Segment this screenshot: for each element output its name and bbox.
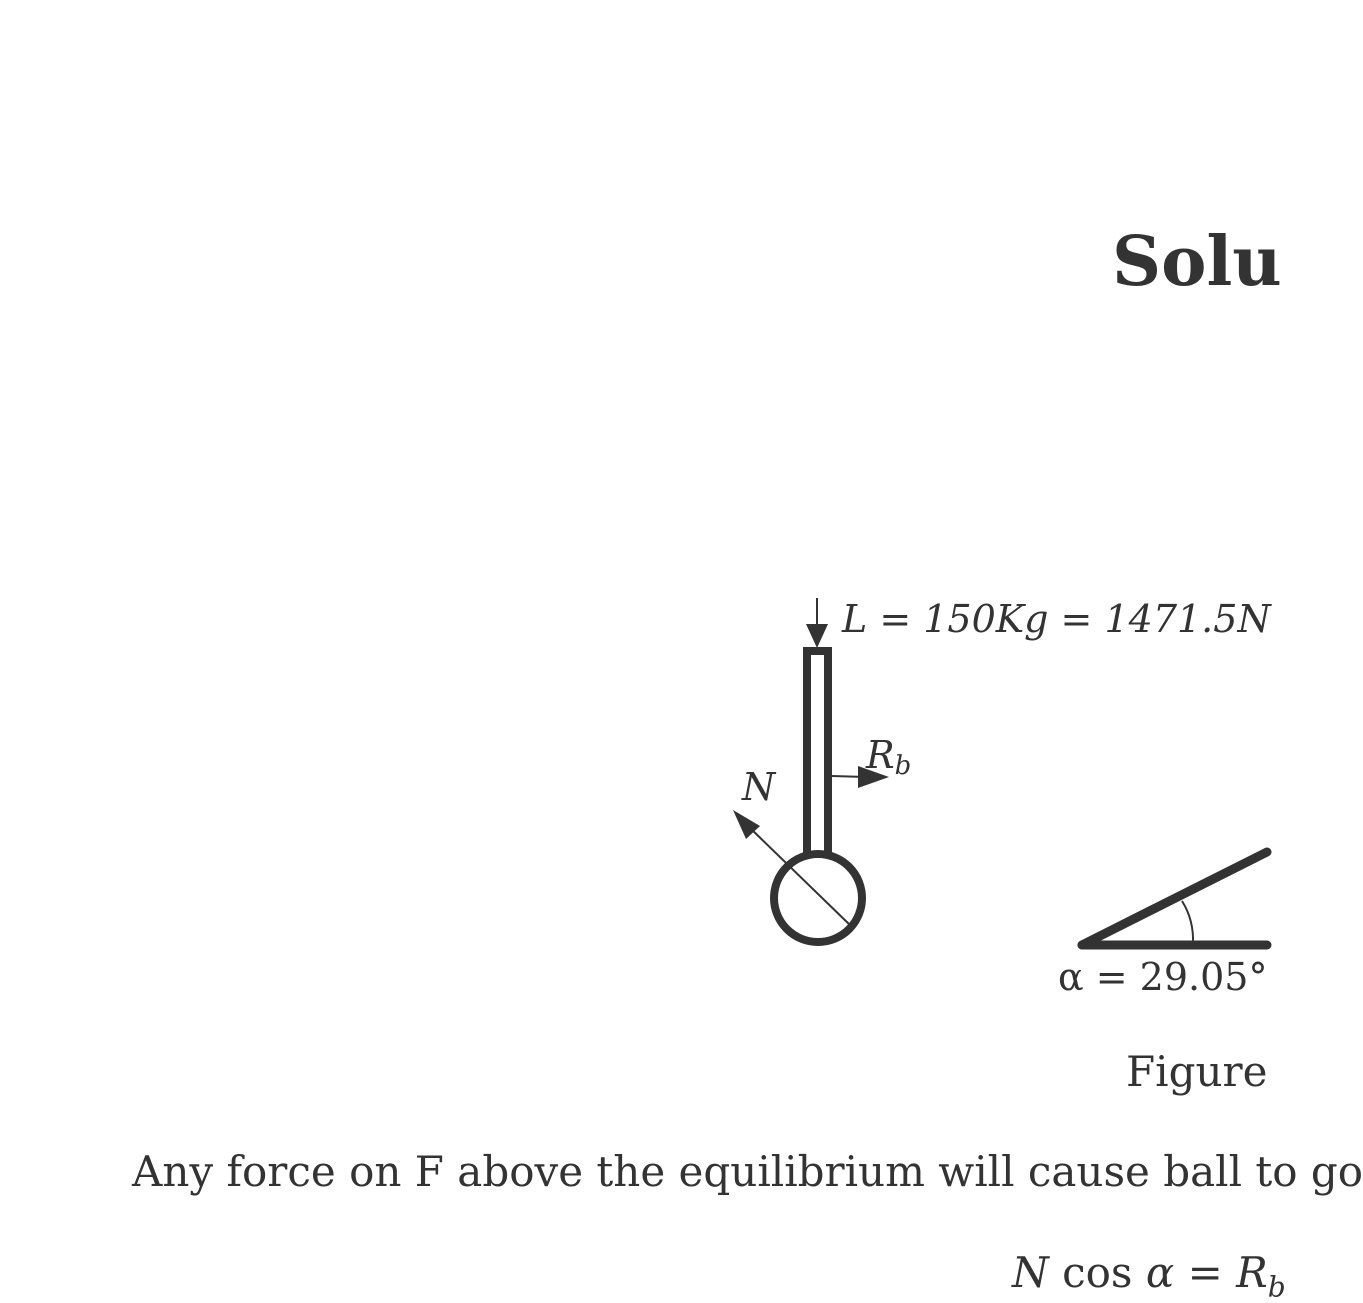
rb-label: Rb [866,733,912,781]
equation-fn-cos: cos [1062,1248,1133,1297]
equilibrium-equation [1012,1248,1286,1303]
equation-rhs-subscript: b [1267,1270,1286,1303]
equation-var-n: N [1012,1248,1049,1297]
angle-label: α = 29.05° [1058,955,1268,999]
load-label: L = 150Kg = 1471.5N [842,597,1271,641]
load-arrow [806,598,828,648]
ball [774,854,862,942]
normal-label: N [742,765,776,809]
equation-rhs: = R [1187,1248,1268,1297]
figure-caption: Figure [1126,1047,1268,1096]
ramp [1082,852,1267,945]
rod [807,651,828,856]
equation-angle: α [1145,1248,1175,1297]
body-paragraph: Any force on F above the equilibrium will cause ball to go [132,1147,1363,1196]
solution-heading: Solu [1112,222,1282,302]
